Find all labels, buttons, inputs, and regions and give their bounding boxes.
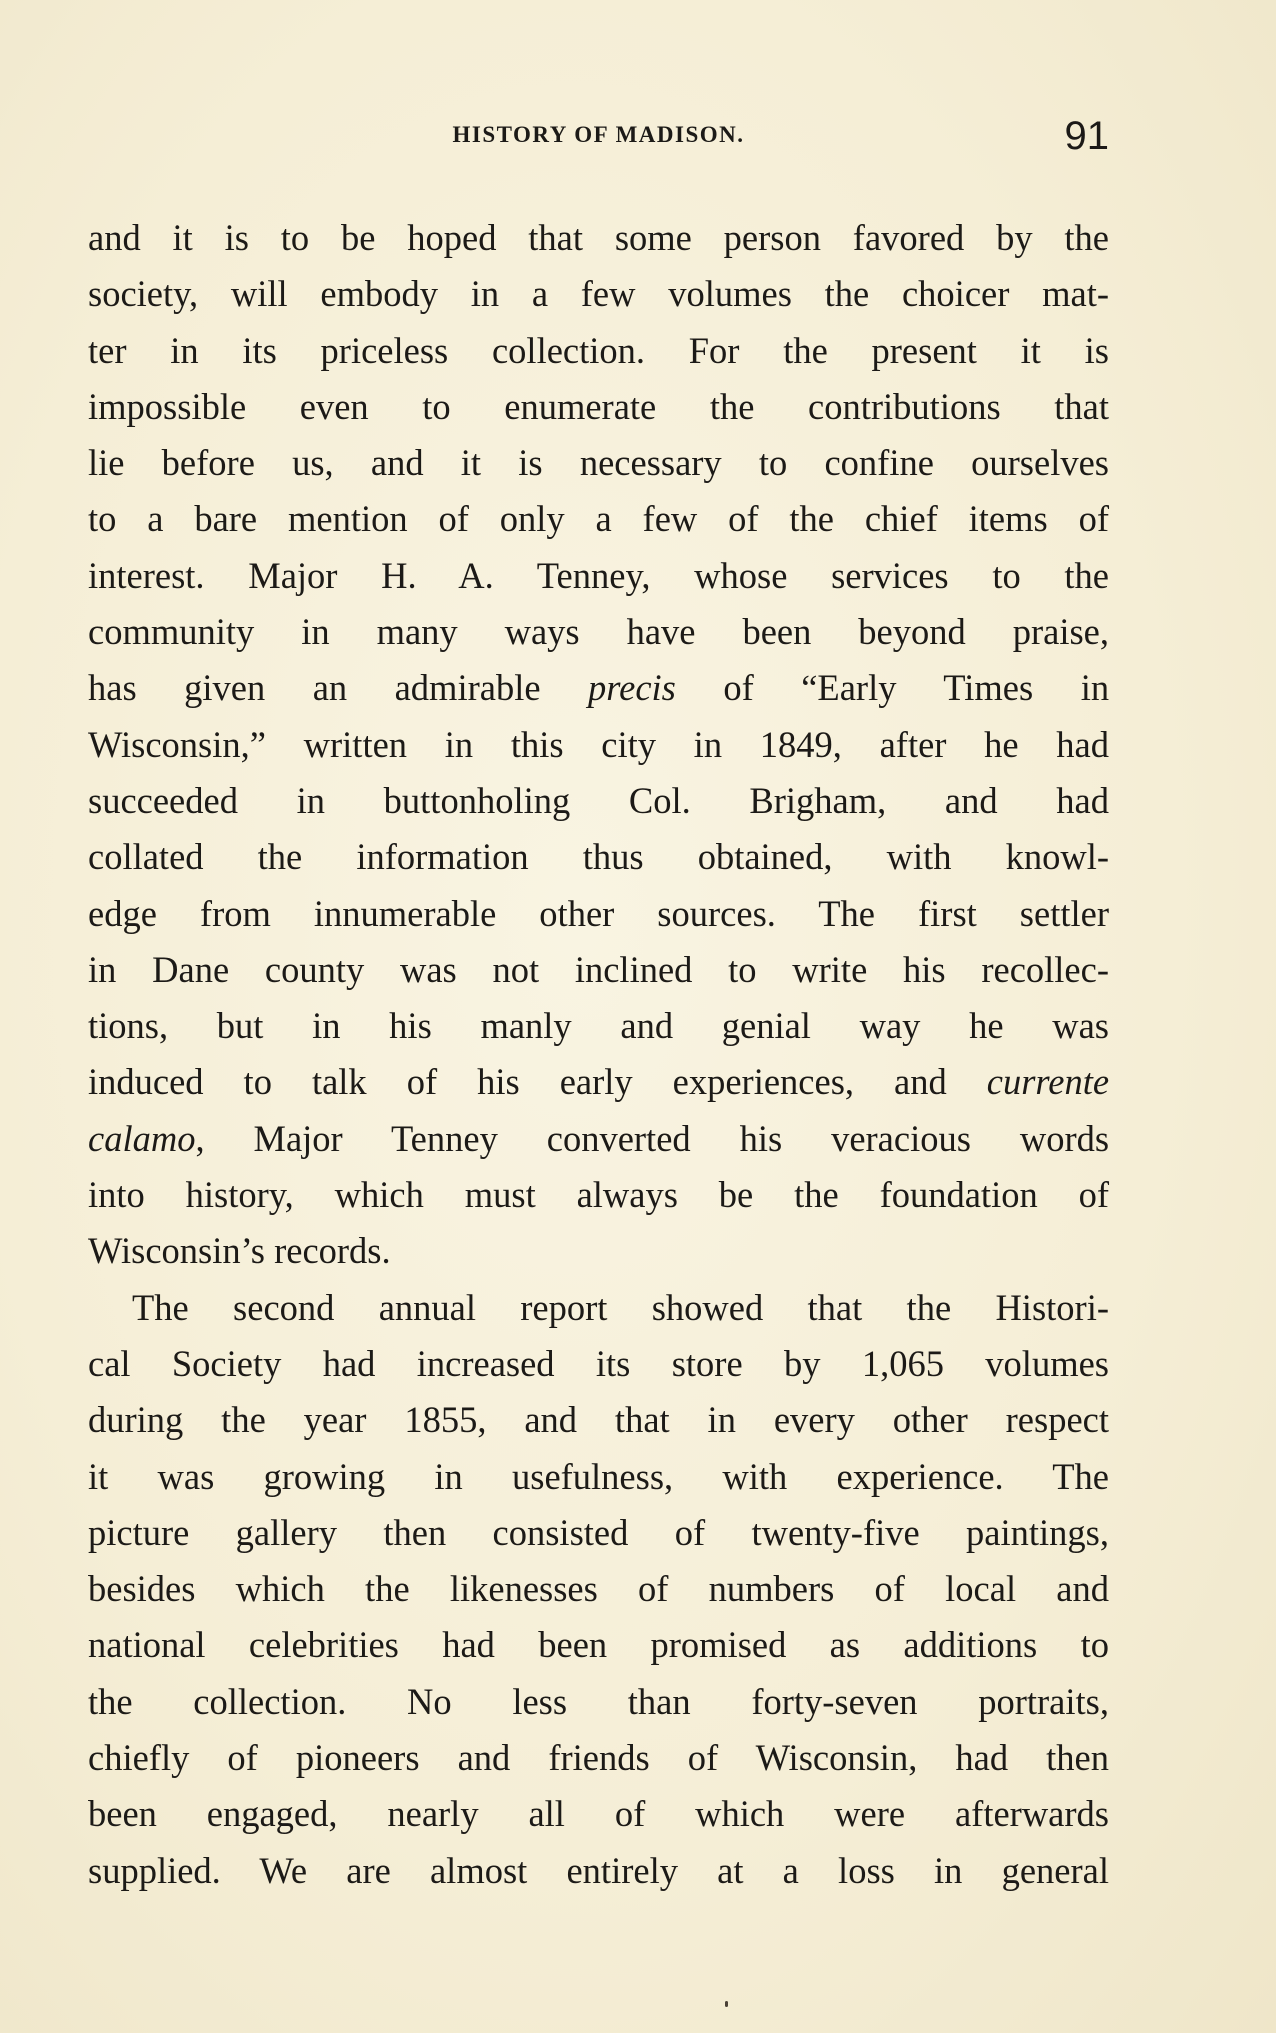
text-line: to a bare mention of only a few of the chief items of: [88, 498, 1109, 540]
text-line: tions, but in his manly and genial way he was: [88, 1005, 1109, 1047]
text-line: cal Society had increased its store by 1,065 volumes: [88, 1342, 1109, 1384]
body-text: [88, 210, 1109, 1899]
text-line: national celebrities had been promised as additions to: [88, 1624, 1109, 1666]
text-line: interest. Major H. A. Tenney, whose services to the: [88, 554, 1109, 596]
text-line: society, will embody in a few volumes the choicer mat-: [88, 273, 1109, 315]
text-line: and it is to be hoped that some person favored by the: [88, 217, 1109, 258]
running-head: HISTORY OF MADISON.: [452, 122, 745, 147]
paragraph-end-line: Wisconsin’s records.: [88, 1230, 391, 1272]
text-line: collated the information thus obtained, with knowl-: [88, 836, 1109, 878]
text-line: succeeded in buttonholing Col. Brigham, and had: [88, 779, 1109, 821]
ink-speck: [725, 2001, 728, 2007]
page-header: [88, 114, 1109, 168]
text-line: besides which the likenesses of numbers of local and: [88, 1568, 1109, 1610]
text-line: in Dane county was not inclined to write his recollec-: [88, 948, 1109, 990]
text-line: ter in its priceless collection. For the present it is: [88, 329, 1109, 371]
text-line: Wisconsin,” written in this city in 1849, after he had: [88, 723, 1109, 765]
italic-term: precis: [588, 667, 676, 709]
text-line: picture gallery then consisted of twenty-five paintings,: [88, 1511, 1109, 1553]
text-line: edge from innumerable other sources. The first settler: [88, 892, 1109, 934]
text-line: chiefly of pioneers and friends of Wisconsin, had then: [88, 1737, 1109, 1779]
text-line: into history, which must always be the foundation of: [88, 1174, 1109, 1216]
italic-term: calamo: [88, 1117, 196, 1159]
text-line: the collection. No less than forty-seven portraits,: [88, 1680, 1109, 1722]
text-line: lie before us, and it is necessary to confine ourselves: [88, 442, 1109, 484]
text-line: community in many ways have been beyond praise,: [88, 611, 1109, 653]
text-line: supplied. We are almost entirely at a loss in general: [88, 1849, 1109, 1891]
text-line: during the year 1855, and that in every other respect: [88, 1399, 1109, 1441]
text-line: it was growing in usefulness, with experience. The: [88, 1455, 1109, 1497]
text-line: induced to talk of his early experiences, and currente: [88, 1061, 1110, 1103]
page-number: 91: [1064, 114, 1109, 158]
italic-term: currente: [986, 1061, 1110, 1103]
text-line: impossible even to enumerate the contributions that: [88, 385, 1109, 427]
paragraph-start-line: The second annual report showed that the Histori-: [132, 1286, 1109, 1328]
text-line: calamo, Major Tenney converted his veracious words: [88, 1117, 1110, 1159]
text-line: has given an admirable precis of “Early Times in: [88, 667, 1110, 709]
text-line: been engaged, nearly all of which were afterwards: [88, 1793, 1109, 1835]
